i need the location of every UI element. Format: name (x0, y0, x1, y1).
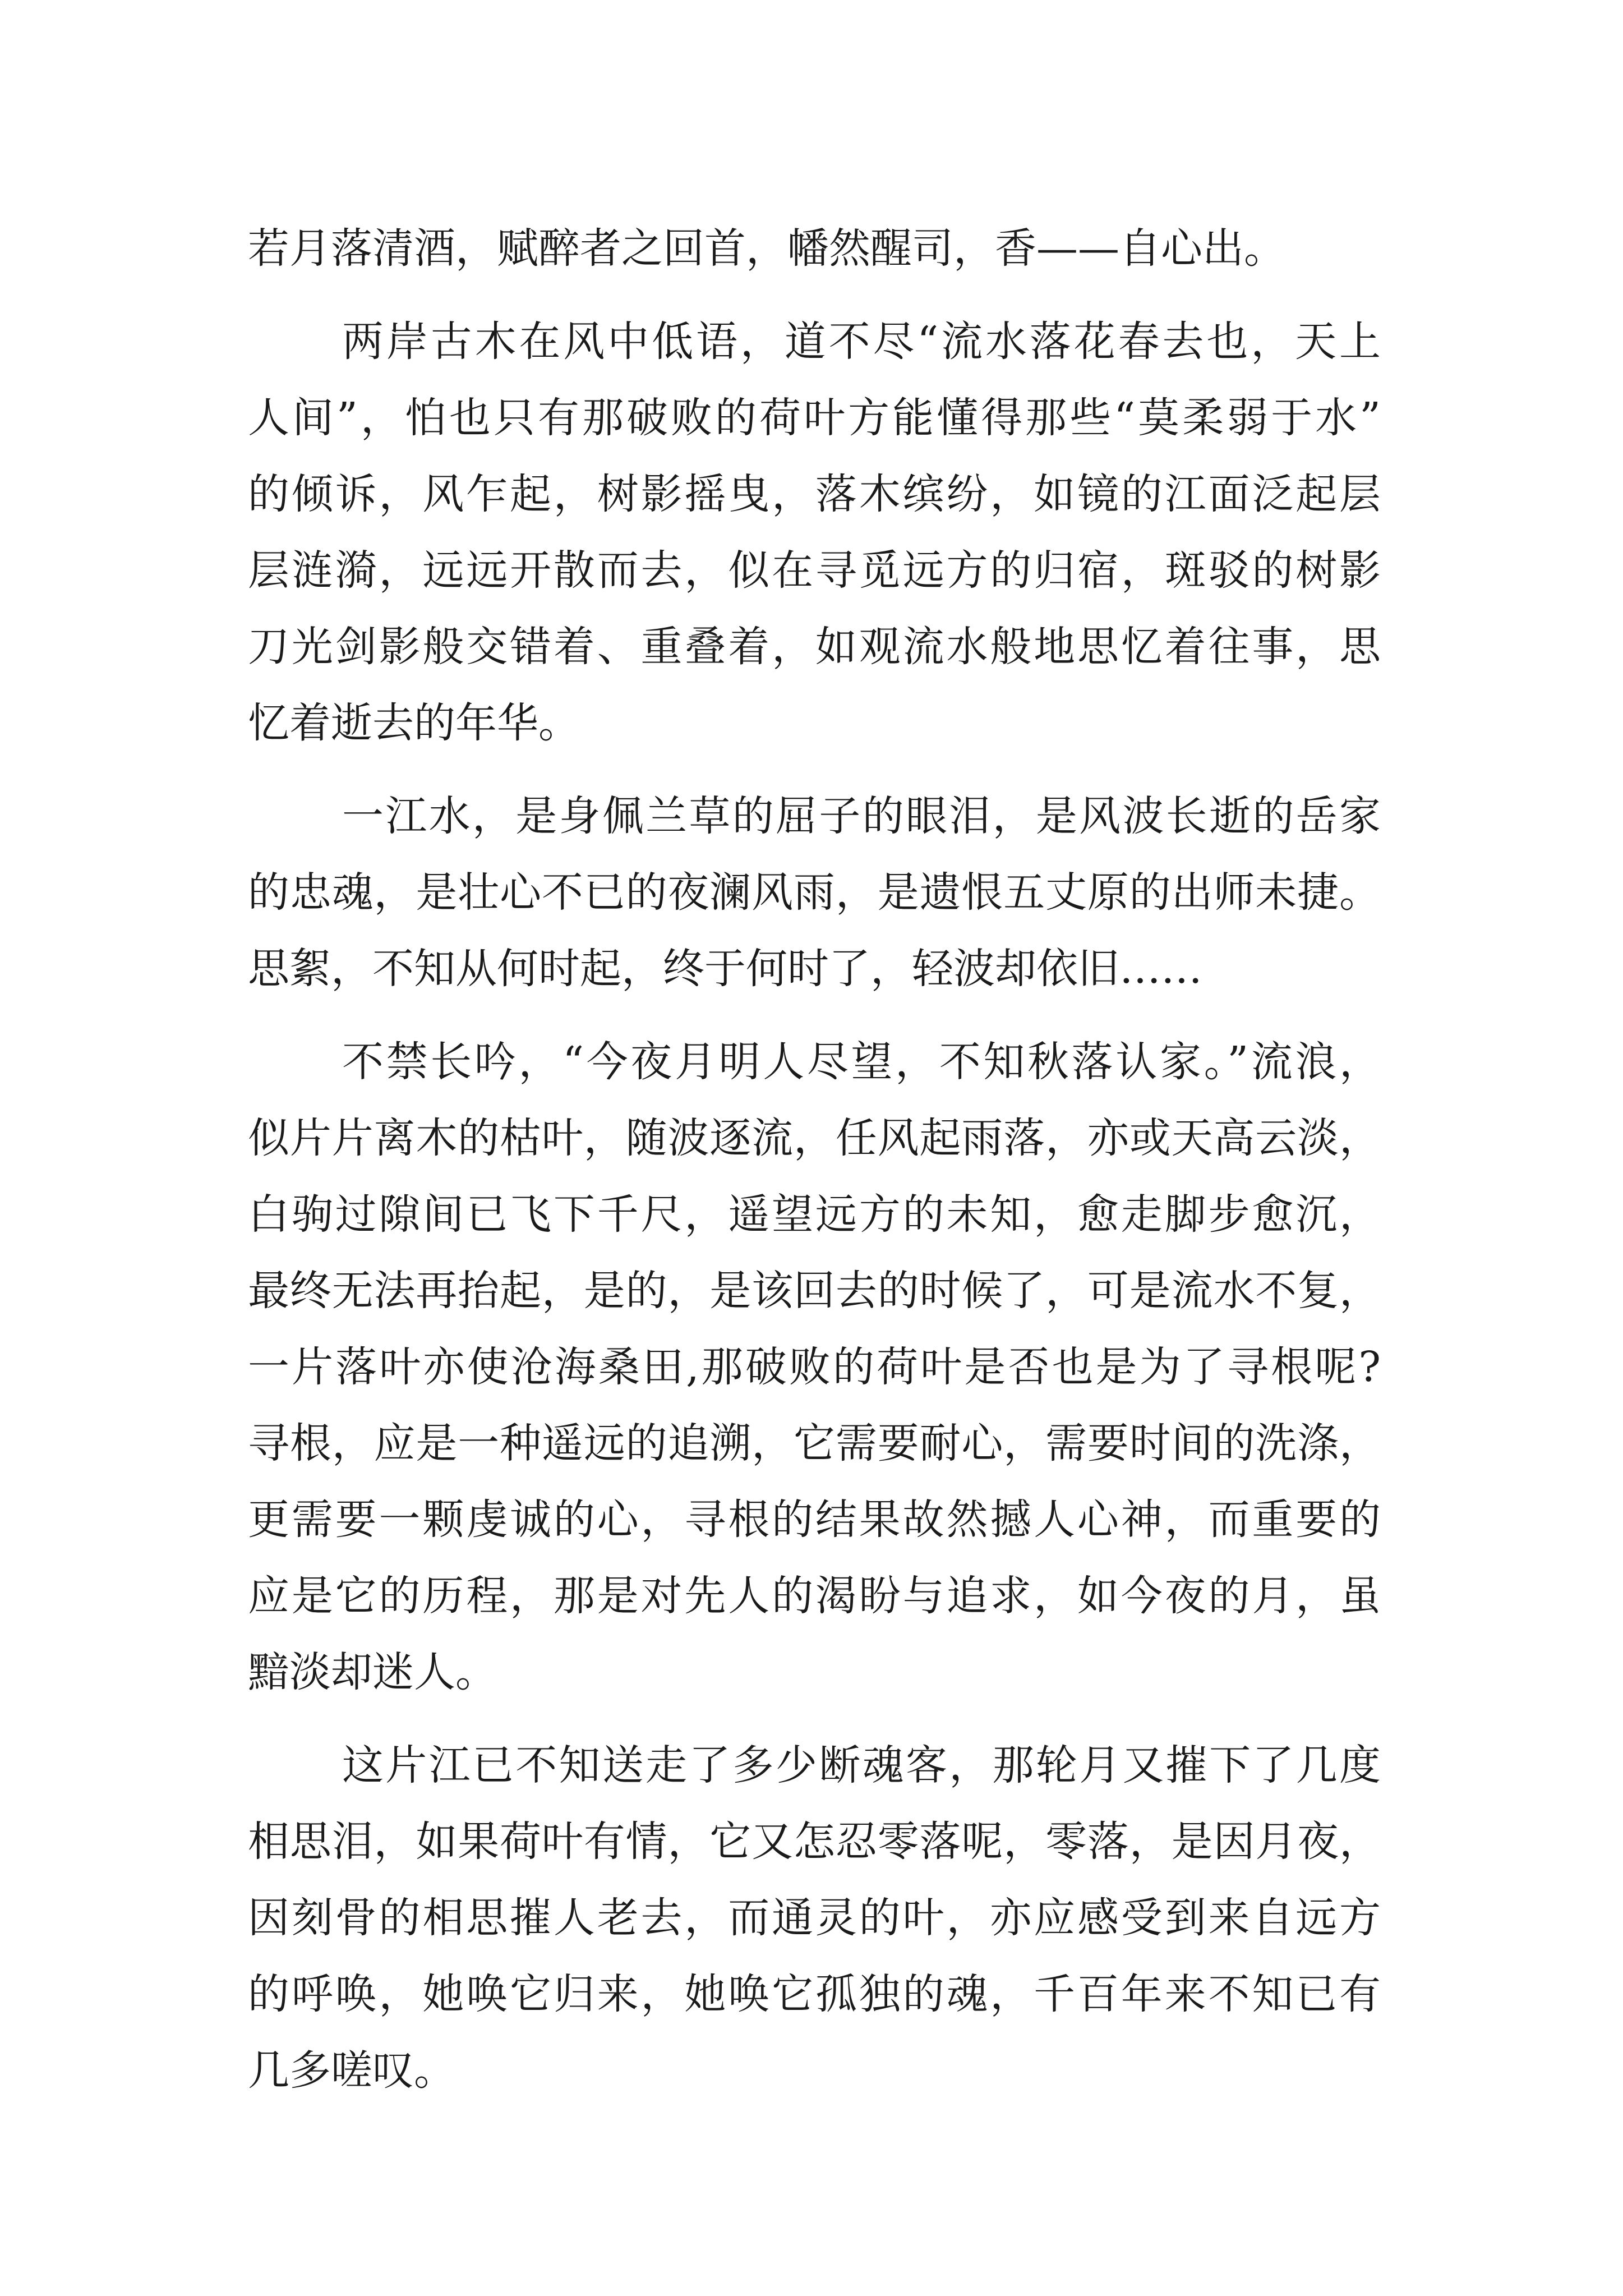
text-line: 层涟漪，远远开散而去，似在寻觅远方的归宿，斑驳的树影 (248, 546, 1381, 595)
text-line: 刀光剑影般交错着、重叠着，如观流水般地思忆着往事，思 (248, 623, 1381, 671)
text-line: 因刻骨的相思摧人老去，而通灵的叶，亦应感受到来自远方 (248, 1894, 1381, 1942)
text-line: 黯淡却迷人。 (248, 1648, 497, 1696)
paragraph (248, 1024, 1381, 1710)
text-line: 寻根，应是一种遥远的追溯，它需要耐心，需要时间的洗涤， (248, 1419, 1381, 1467)
text-line: 一片落叶亦使沧海桑田,那破败的荷叶是否也是为了寻根呢? (248, 1343, 1381, 1391)
text-line: 几多嗟叹。 (248, 2046, 455, 2095)
paragraph (248, 210, 1381, 287)
text-line: 思絮，不知从何时起，终于何时了，轻波却依旧…… (248, 945, 1202, 993)
paragraph (248, 778, 1381, 1007)
paragraph (248, 303, 1381, 761)
text-line: 忆着逝去的年华。 (248, 699, 580, 747)
text-line: 最终无法再抬起，是的，是该回去的时候了，可是流水不复， (248, 1267, 1381, 1315)
text-line: 相思泪，如果荷叶有情，它又怎忍零落呢，零落，是因月夜， (248, 1818, 1381, 1866)
text-line: 似片片离木的枯叶，随波逐流，任风起雨落，亦或天高云淡， (248, 1114, 1381, 1162)
text-line: 白驹过隙间已飞下千尺，遥望远方的未知，愈走脚步愈沉， (248, 1190, 1381, 1239)
text-line: 的忠魂，是壮心不已的夜澜风雨，是遗恨五丈原的出师未捷。 (248, 868, 1381, 917)
text-line: 的呼唤，她唤它归来，她唤它孤独的魂，千百年来不知已有 (248, 1970, 1381, 2018)
text-line: 应是它的历程，那是对先人的渴盼与追求，如今夜的月，虽 (248, 1572, 1381, 1620)
text-line: 两岸古木在风中低语，道不尽“流水落花春去也，天上 (342, 318, 1381, 366)
text-line: 更需要一颗虔诚的心，寻根的结果故然撼人心神，而重要的 (248, 1496, 1381, 1544)
text-line: 这片江已不知送走了多少断魂客，那轮月又摧下了几度 (342, 1741, 1381, 1789)
text-line: 若月落清酒，赋醉者之回首，幡然醒司，香——自心出。 (248, 224, 1285, 273)
article-body (248, 210, 1381, 2109)
text-line: 一江水，是身佩兰草的屈子的眼泪，是风波长逝的岳家 (342, 792, 1381, 840)
paragraph (248, 1727, 1381, 2109)
text-line: 不禁长吟，“今夜月明人尽望，不知秋落认家。”流浪， (342, 1038, 1381, 1086)
text-line: 的倾诉，风乍起，树影摇曳，落木缤纷，如镜的江面泛起层 (248, 470, 1381, 518)
text-line: 人间”，怕也只有那破败的荷叶方能懂得那些“莫柔弱于水” (248, 394, 1381, 442)
